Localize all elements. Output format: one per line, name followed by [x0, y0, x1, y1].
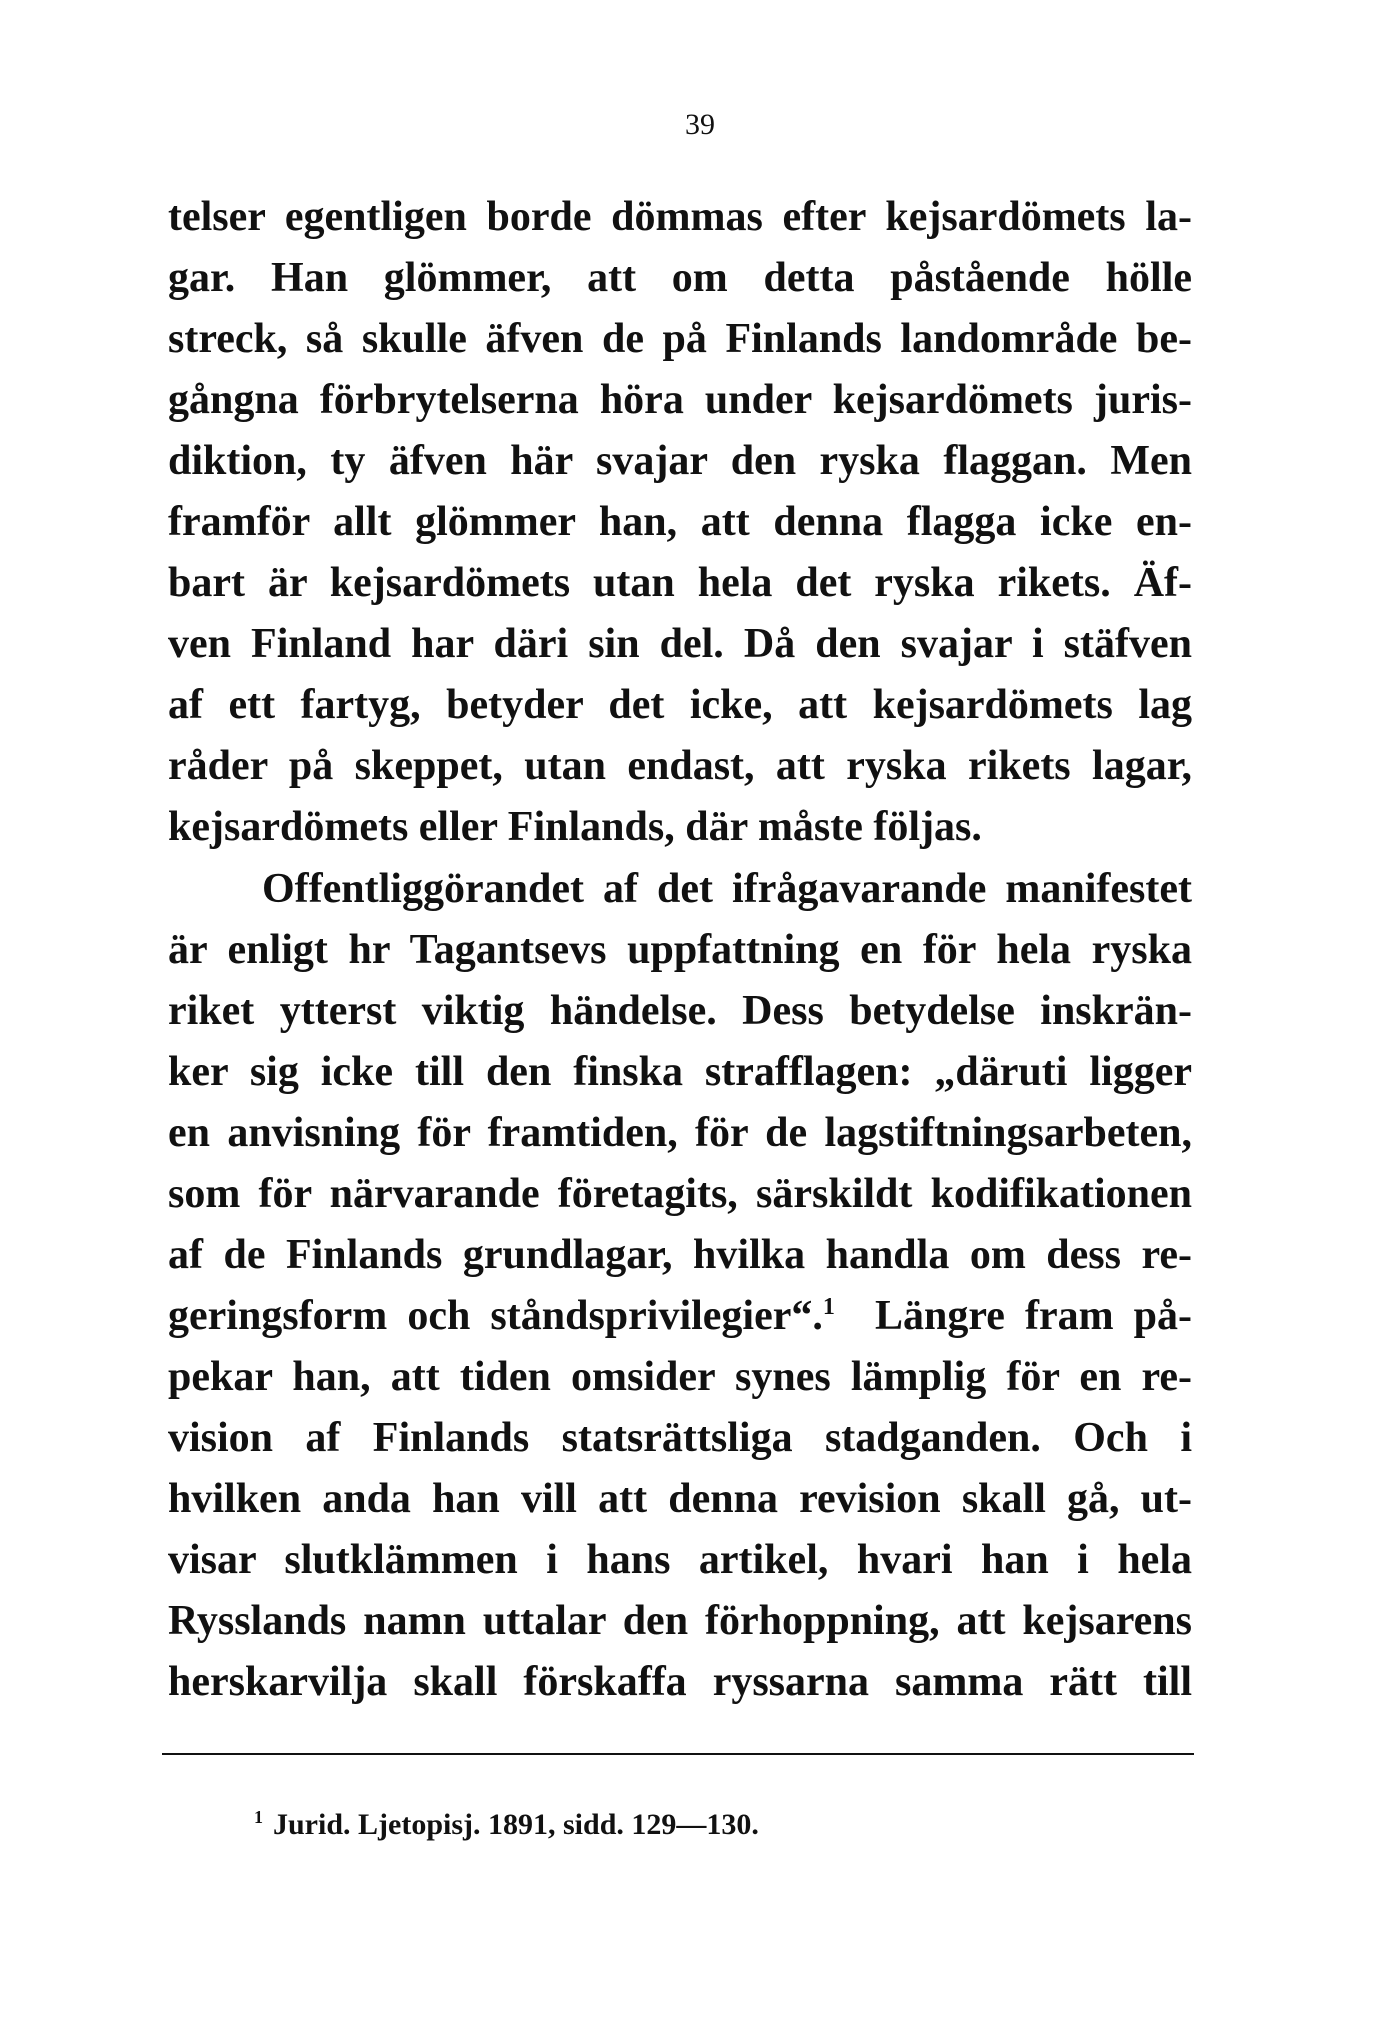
text-line: ker sig icke till den finska strafflagen: „däruti ligger [168, 1049, 1192, 1095]
text-line: streck, så skulle äfven de på Finlands landområde be- [168, 316, 1192, 362]
text-line: diktion, ty äfven här svajar den ryska flaggan. Men [168, 438, 1192, 484]
paragraph-1 [168, 187, 1192, 858]
text-line: af de Finlands grundlagar, hvilka handla om dess re- [168, 1232, 1192, 1278]
text-line: gar. Han glömmer, att om detta påstående hölle [168, 255, 1192, 301]
text-line: ven Finland har däri sin del. Då den svajar i stäfven [168, 621, 1192, 667]
footnote-reference: 1 [822, 1294, 835, 1320]
text-line: framför allt glömmer han, att denna flagga icke en- [168, 499, 1192, 545]
text-line: herskarvilja skall förskaffa ryssarna samma rätt till [168, 1659, 1192, 1705]
text-line: bart är kejsardömets utan hela det ryska rikets. Äf- [168, 560, 1192, 606]
text-fragment: Längre fram på- [875, 1293, 1192, 1339]
text-line-with-footnote [168, 1286, 1192, 1347]
text-line: som för närvarande företagits, särskildt kodifikationen [168, 1171, 1192, 1217]
text-line: Rysslands namn uttalar den förhoppning, att kejsarens [168, 1598, 1192, 1644]
text-line: visar slutklämmen i hans artikel, hvari han i hela [168, 1537, 1192, 1583]
text-line: af ett fartyg, betyder det icke, att kejsardömets lag [168, 682, 1192, 728]
page-number: 39 [685, 108, 715, 141]
footnote-text: Jurid. Ljetopisj. 1891, sidd. 129—130. [273, 1808, 759, 1841]
text-line: en anvisning för framtiden, för de lagstiftningsarbeten, [168, 1110, 1192, 1156]
footnote-divider [162, 1753, 1194, 1755]
footnote-marker: 1 [254, 1807, 263, 1827]
text-line: kejsardömets eller Finlands, där måste följas. [168, 804, 982, 850]
text-line: gångna förbrytelserna höra under kejsardömets juris- [168, 377, 1192, 423]
text-line: Offentliggörandet af det ifrågavarande manifestet [262, 866, 1192, 912]
text-line: vision af Finlands statsrättsliga stadganden. Och i [168, 1415, 1192, 1461]
paragraph-2 [168, 859, 1192, 1713]
text-line: riket ytterst viktig händelse. Dess betydelse inskrän- [168, 988, 1192, 1034]
text-line: är enligt hr Tagantsevs uppfattning en för hela ryska [168, 927, 1192, 973]
text-line: råder på skeppet, utan endast, att ryska rikets lagar, [168, 743, 1192, 789]
text-line: hvilken anda han vill att denna revision skall gå, ut- [168, 1476, 1192, 1522]
text-line: pekar han, att tiden omsider synes lämplig för en re- [168, 1354, 1192, 1400]
footnote [254, 1808, 1154, 1842]
text-line: telser egentligen borde dömmas efter kejsardömets la- [168, 194, 1192, 240]
text-fragment: geringsform och ståndsprivilegier“. [168, 1293, 823, 1339]
